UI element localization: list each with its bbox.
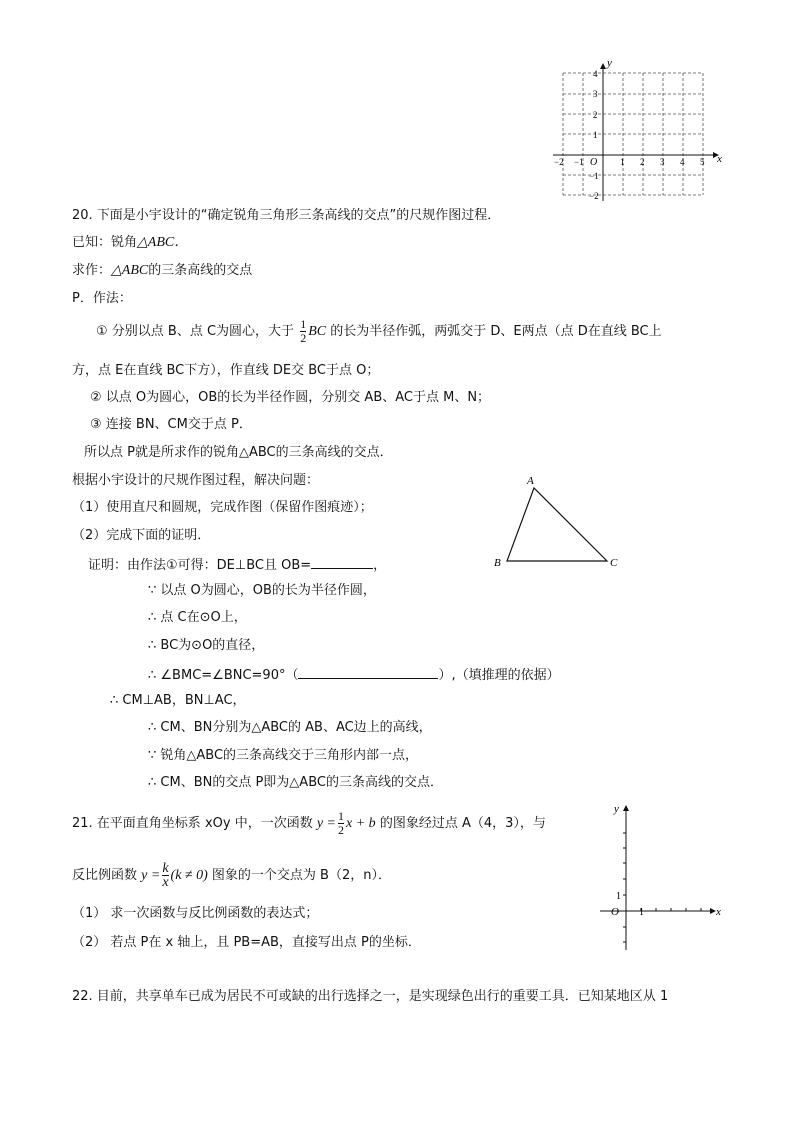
q20-proof-4: ∴ BC为⊙O的直径，: [148, 638, 265, 653]
q21-eq2-fraction: [162, 862, 168, 889]
vertex-b-label: B: [494, 557, 501, 569]
q20-proof1-pre: 证明：由作法①可得：DE⊥BC且 OB=: [88, 558, 312, 573]
q20-half-fraction: [300, 318, 306, 345]
x-tick-1: 1: [620, 157, 625, 167]
q20-p-method: P．作法：: [72, 291, 132, 306]
q21-line2-post: 图象的一个交点为 B（2，n）．: [211, 868, 391, 883]
q20-ask-prefix: 求作：: [72, 263, 112, 278]
frac-num: k: [162, 861, 169, 876]
reason-answer-blank[interactable]: [298, 664, 438, 679]
x-tick-5: 5: [700, 157, 705, 167]
x-tick-neg2: −2: [554, 157, 564, 167]
origin-label: O: [590, 157, 598, 168]
q22-intro: 22. 目前，共享单车已成为居民不可或缺的出行选择之一，是实现绿色出行的重要工具．已知某地区从 1: [72, 989, 669, 1004]
q20-proof-9: ∴ CM、BN的交点 P即为△ABC的三条高线的交点．: [148, 775, 443, 790]
q20-ask-triangle: △ABC: [111, 263, 149, 278]
y-tick-4: 4: [593, 69, 598, 79]
q20-proof-2: ∵ 以点 O为圆心，OB的长为半径作圆，: [148, 583, 376, 598]
q20-proof-7: ∴ CM、BN分别为△ABC的 AB、AC边上的高线，: [148, 720, 432, 735]
q20-ask: [72, 262, 252, 280]
q20-step1-post: 的长为半径作弧，两弧交于 D、E两点（点 D在直线 BC上: [330, 324, 662, 339]
q20-proof1-post: ，: [373, 558, 387, 573]
q21-eq2-y: y =: [141, 868, 161, 883]
q20-ask-suffix: 的三条高线的交点: [148, 263, 253, 278]
q21-line2: [72, 862, 391, 889]
q21-line1-post: 的图象经过点 A（4，3），与: [379, 816, 546, 831]
q20-proof5-pre: ∴ ∠BMC=∠BNC=90°（: [148, 668, 299, 683]
q20-step3: ③ 连接 BN、CM交于点 P．: [90, 417, 252, 432]
x-axis-label: x: [717, 153, 722, 165]
y-tick-neg2: −2: [589, 191, 599, 201]
q21-line1: [72, 810, 546, 837]
q20-proof-1: [88, 554, 386, 575]
triangle-abc-figure: [490, 470, 630, 580]
q21-origin-label: O: [611, 906, 619, 918]
q20-proof-8: ∵ 锐角△ABC的三条高线交于三角形内部一点，: [148, 748, 419, 763]
q20-proof-3: ∴ 点 C在⊙O上，: [148, 610, 247, 625]
y-tick-2: 2: [593, 110, 598, 120]
q20-step1-bc: BC: [308, 324, 327, 339]
q20-conclusion: 所以点 P就是所求作的锐角△ABC的三条高线的交点．: [84, 445, 393, 460]
q20-known-triangle: △ABC．: [137, 235, 189, 250]
q20-known-prefix: 已知：锐角: [72, 235, 138, 250]
frac-num: 1: [300, 317, 307, 331]
triangle-abc: [507, 488, 607, 561]
q20-step1-line2: 方，点 E在直线 BC下方），作直线 DE交 BC于点 O；: [72, 363, 380, 378]
q21-one-y-label: 1: [616, 891, 621, 902]
q21-line2-pre: 反比例函数: [72, 868, 138, 883]
coordinate-grid-figure: [545, 55, 735, 205]
q21-eq2-rest: (k ≠ 0): [170, 868, 208, 883]
frac-den: x: [162, 875, 169, 890]
q20-proof-5: [148, 664, 560, 685]
q20-title: 20. 下面是小宇设计的“确定锐角三角形三条高线的交点”的尺规作图过程．: [72, 208, 501, 223]
q21-one-x-label: 1: [639, 907, 644, 918]
q20-proof5-post: ）,（填推理的依据）: [438, 668, 560, 683]
y-tick-3: 3: [593, 89, 598, 99]
y-tick-neg1: −1: [589, 171, 599, 181]
frac-den: 2: [300, 331, 307, 345]
q21-line1-pre: 21. 在平面直角坐标系 xOy 中，一次函数: [72, 816, 313, 831]
frac-den: 2: [338, 823, 345, 837]
q21-eq1-rest: x + b: [346, 816, 376, 831]
q20-proof-6: ∴ CM⊥AB，BN⊥AC，: [110, 693, 246, 708]
vertex-a-label: A: [527, 475, 534, 487]
q20-step1-pre: ① 分别以点 B、点 C为圆心，大于: [96, 324, 295, 339]
y-axis-arrow: [600, 63, 606, 69]
x-tick-4: 4: [680, 157, 685, 167]
q20-known: [72, 234, 188, 252]
q20-part1: （1）使用直尺和圆规，完成作图（保留作图痕迹）；: [72, 500, 373, 515]
vertex-c-label: C: [610, 557, 618, 569]
q20-solve: 根据小宇设计的尺规作图过程，解决问题：: [72, 473, 320, 488]
x-tick-2: 2: [640, 157, 645, 167]
grid-lines: [563, 73, 703, 195]
q21-x-label: x: [716, 906, 721, 918]
q21-eq1-y: y =: [316, 816, 337, 831]
x-tick-3: 3: [660, 157, 665, 167]
ob-answer-blank[interactable]: [311, 554, 373, 569]
q20-step1-line1: [96, 318, 662, 345]
q21-part2: （2） 若点 P在 x 轴上，且 PB=AB，直接写出点 P的坐标．: [72, 935, 421, 950]
q21-part1: （1） 求一次函数与反比例函数的表达式；: [72, 906, 319, 921]
q21-y-label: y: [614, 803, 619, 815]
q21-eq1-fraction: [338, 810, 344, 837]
y-axis-label: y: [607, 57, 612, 69]
q21-y-axis-arrow: [623, 805, 629, 811]
x-tick-neg1: −1: [574, 157, 584, 167]
q21-axes-figure: [600, 800, 730, 955]
frac-num: 1: [338, 809, 345, 823]
q20-step2: ② 以点 O为圆心，OB的长为半径作圆，分别交 AB、AC于点 M、N；: [90, 390, 491, 405]
q20-part2: （2）完成下面的证明．: [72, 528, 211, 543]
y-tick-1: 1: [593, 130, 598, 140]
